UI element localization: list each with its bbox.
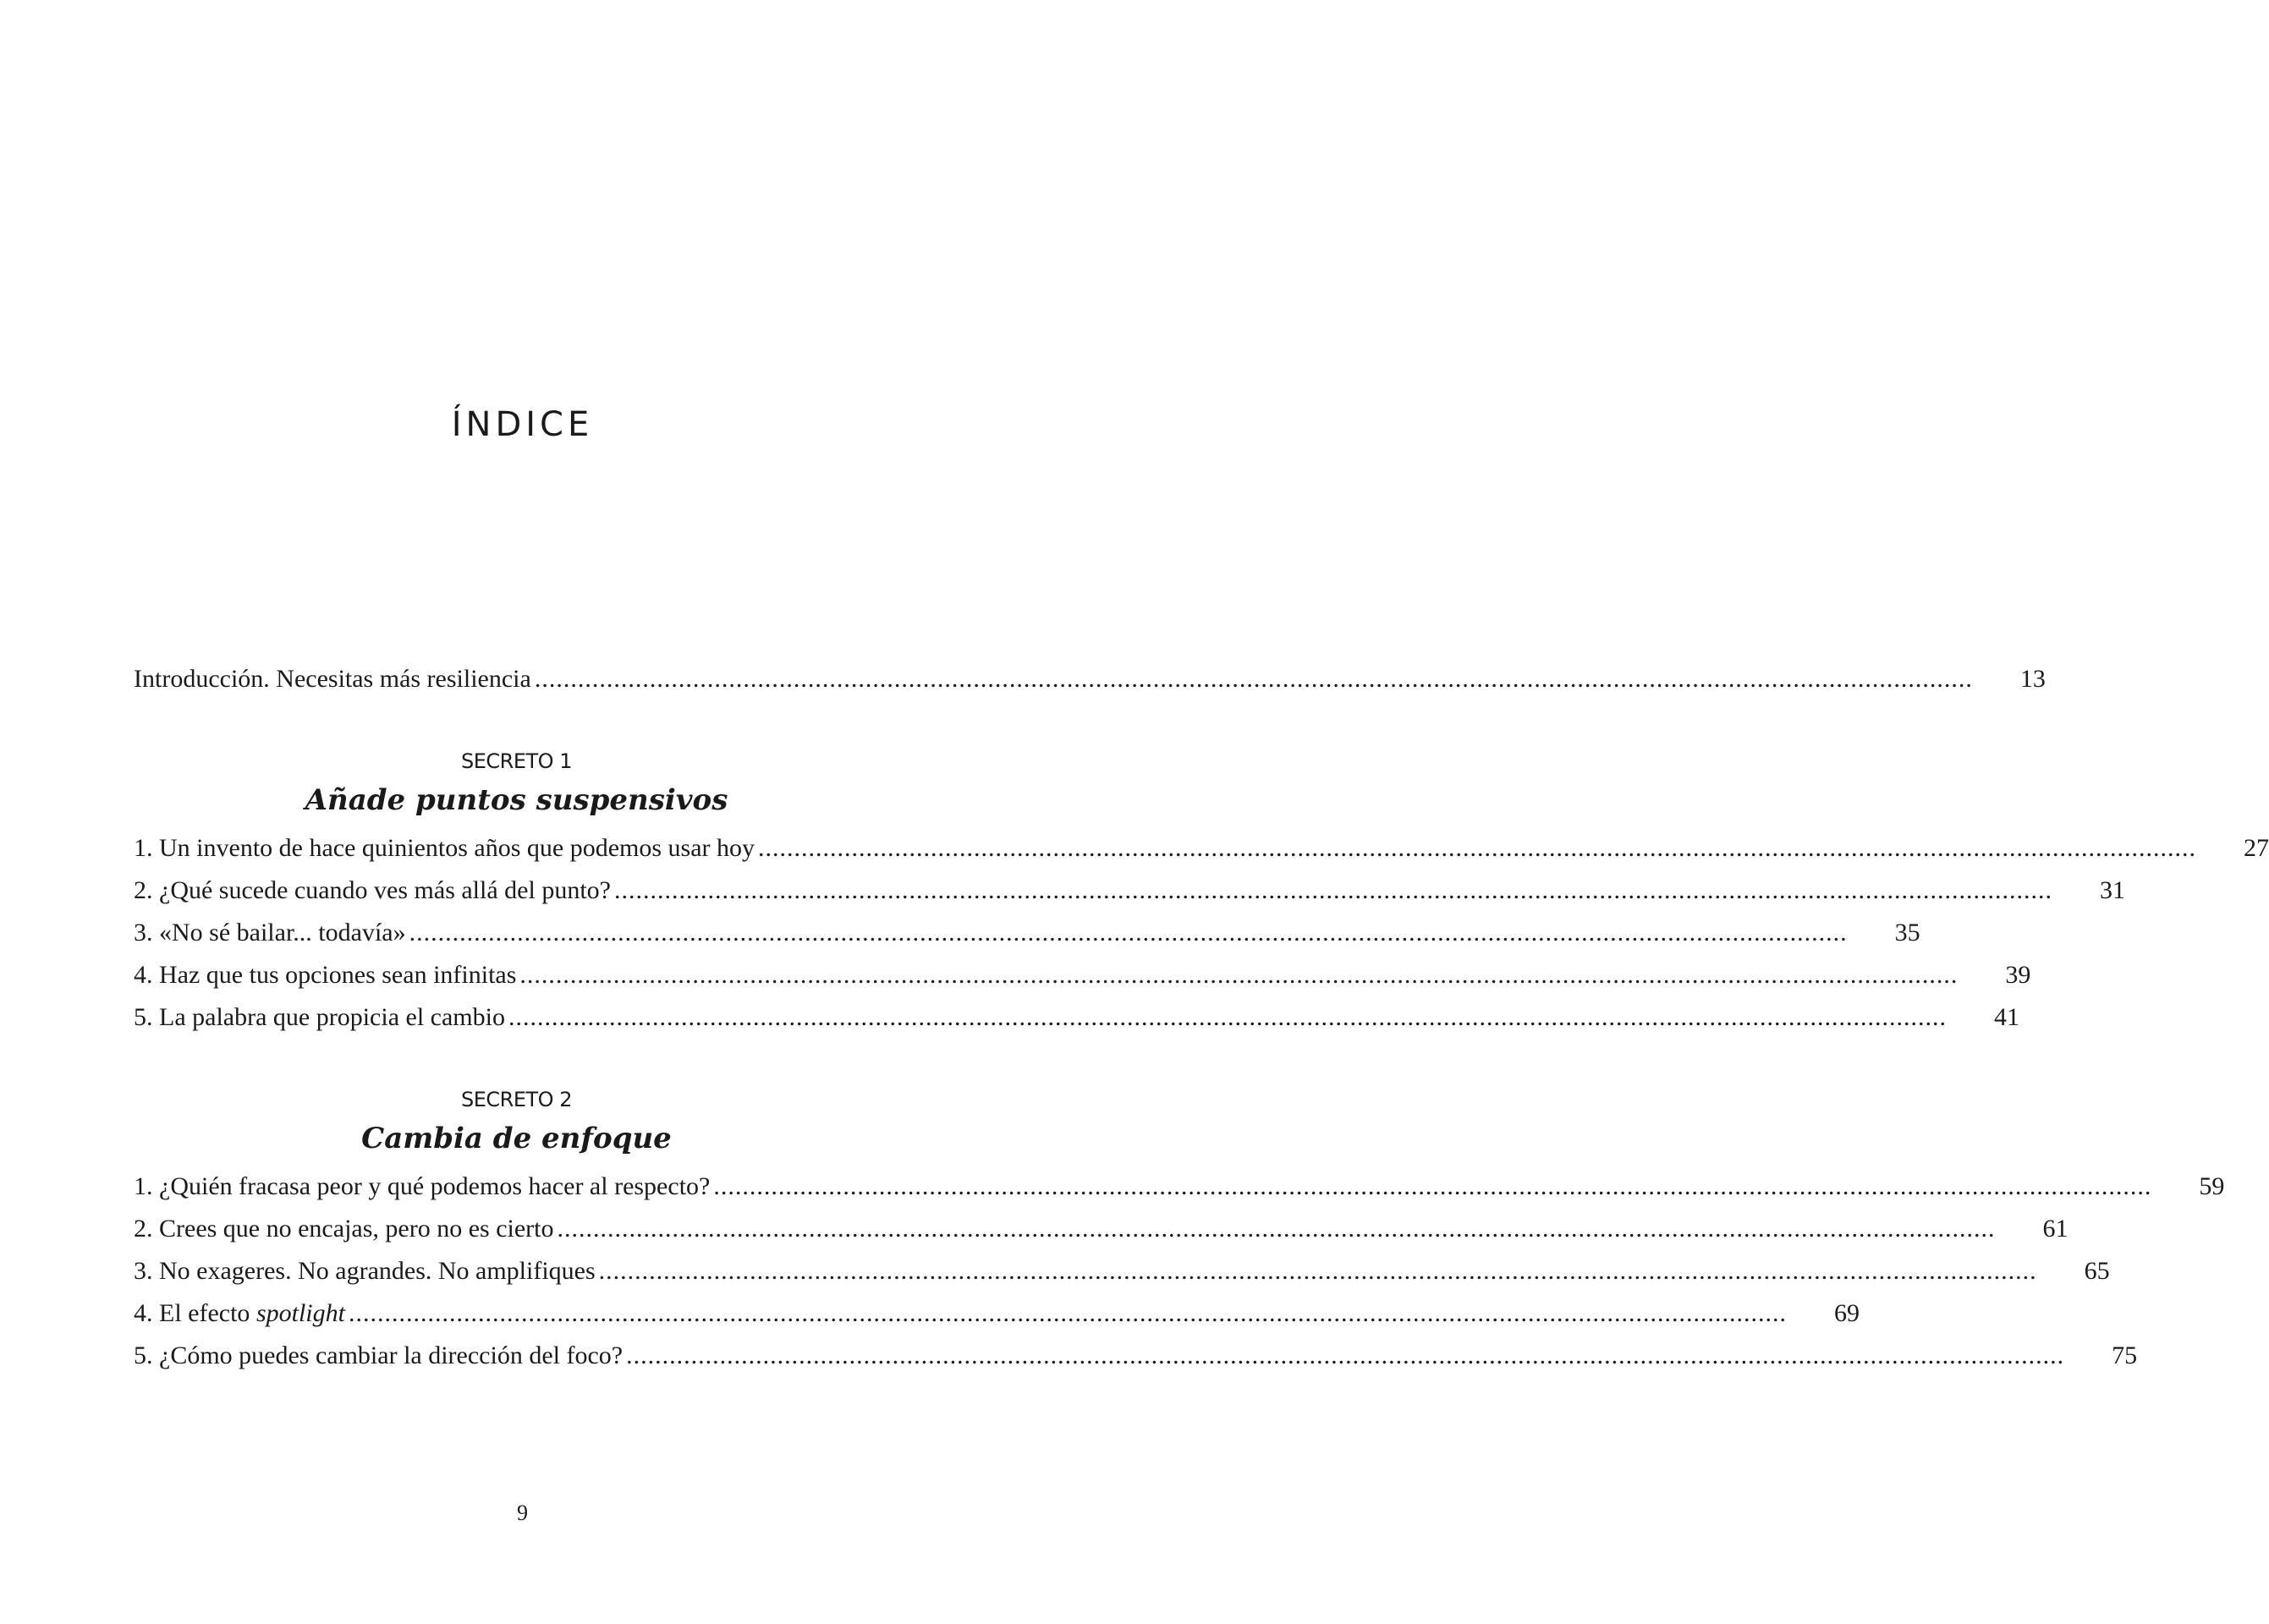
toc-entry-page: 75 bbox=[2112, 1341, 2138, 1369]
toc-entry-intro[interactable] bbox=[134, 662, 2046, 696]
toc-entry-label: 1. Un invento de hace quinientos años que podemos usar hoy bbox=[134, 834, 755, 862]
toc-entry-page: 69 bbox=[1833, 1299, 1860, 1327]
toc-entry[interactable] bbox=[134, 831, 2269, 865]
toc-entry-label: 2. Crees que no encajas, pero no es cierto bbox=[134, 1215, 554, 1243]
toc-entry-label: 5. ¿Cómo puedes cambiar la dirección del foco? bbox=[134, 1341, 624, 1369]
toc-entry[interactable] bbox=[134, 1212, 2068, 1246]
toc-entry-page: 61 bbox=[2042, 1215, 2068, 1243]
dot-leader: ........................................................................................................................................................................................................ bbox=[557, 1215, 1996, 1243]
toc-entry[interactable] bbox=[134, 874, 2125, 908]
toc-entry[interactable] bbox=[134, 1170, 2225, 1204]
dot-leader: ........................................................................................................................................................................................................ bbox=[613, 876, 2052, 904]
toc-entry[interactable] bbox=[134, 958, 2031, 992]
section-1-kicker: SECRETO 1 bbox=[461, 749, 572, 773]
toc-entry-label-italic: spotlight bbox=[255, 1299, 345, 1327]
toc-entry[interactable] bbox=[134, 1339, 2138, 1373]
page-title: ÍNDICE bbox=[451, 405, 594, 444]
toc-entry[interactable] bbox=[134, 916, 1920, 950]
toc-entry-label: 5. La palabra que propicia el cambio bbox=[134, 1003, 505, 1031]
dot-leader: ........................................................................................................................................................................................................ bbox=[713, 1172, 2152, 1200]
dot-leader: ........................................................................................................................................................................................................ bbox=[409, 919, 1848, 946]
section-2-title: Cambia de enfoque bbox=[361, 1122, 672, 1155]
toc-entry-label: 2. ¿Qué sucede cuando ves más allá del punto? bbox=[134, 876, 611, 904]
dot-leader: ........................................................................................................................................................................................................ bbox=[348, 1299, 1787, 1327]
toc-entry-page: 31 bbox=[2099, 876, 2125, 904]
toc-entry[interactable] bbox=[134, 1001, 2019, 1034]
page-number: 9 bbox=[517, 1501, 528, 1525]
dot-leader: ........................................................................................................................................................................................................ bbox=[598, 1257, 2037, 1285]
toc-entry-page: 13 bbox=[2019, 665, 2046, 693]
toc-entry-page: 65 bbox=[2084, 1257, 2110, 1285]
dot-leader: ........................................................................................................................................................................................................ bbox=[534, 665, 1973, 693]
toc-entry-label: 3. No exageres. No agrandes. No amplifiques bbox=[134, 1257, 596, 1285]
toc-entry[interactable] bbox=[134, 1254, 2110, 1288]
section-2-kicker: SECRETO 2 bbox=[461, 1088, 572, 1111]
section-1-title: Añade puntos suspensivos bbox=[305, 783, 728, 817]
toc-entry-label: Introducción. Necesitas más resiliencia bbox=[134, 665, 531, 693]
toc-entry-label-prefix: 4. El efecto bbox=[134, 1299, 256, 1327]
toc-entry-page: 41 bbox=[1993, 1003, 2019, 1031]
toc-entry-label: 4. Haz que tus opciones sean infinitas bbox=[134, 961, 517, 989]
toc-entry[interactable] bbox=[134, 1297, 1860, 1330]
dot-leader: ........................................................................................................................................................................................................ bbox=[519, 961, 1959, 989]
toc-entry-page: 27 bbox=[2244, 834, 2269, 862]
toc-entry-label bbox=[134, 1297, 345, 1330]
toc-entry-label: 3. «No sé bailar... todavía» bbox=[134, 919, 406, 946]
dot-leader: ........................................................................................................................................................................................................ bbox=[508, 1003, 1947, 1031]
dot-leader: ........................................................................................................................................................................................................ bbox=[626, 1341, 2065, 1369]
toc-entry-page: 35 bbox=[1894, 919, 1920, 946]
toc-entry-label: 1. ¿Quién fracasa peor y qué podemos hacer al respecto? bbox=[134, 1172, 711, 1200]
toc-entry-page: 39 bbox=[2005, 961, 2031, 989]
toc-entry-page: 59 bbox=[2199, 1172, 2225, 1200]
dot-leader: ........................................................................................................................................................................................................ bbox=[758, 834, 2197, 862]
